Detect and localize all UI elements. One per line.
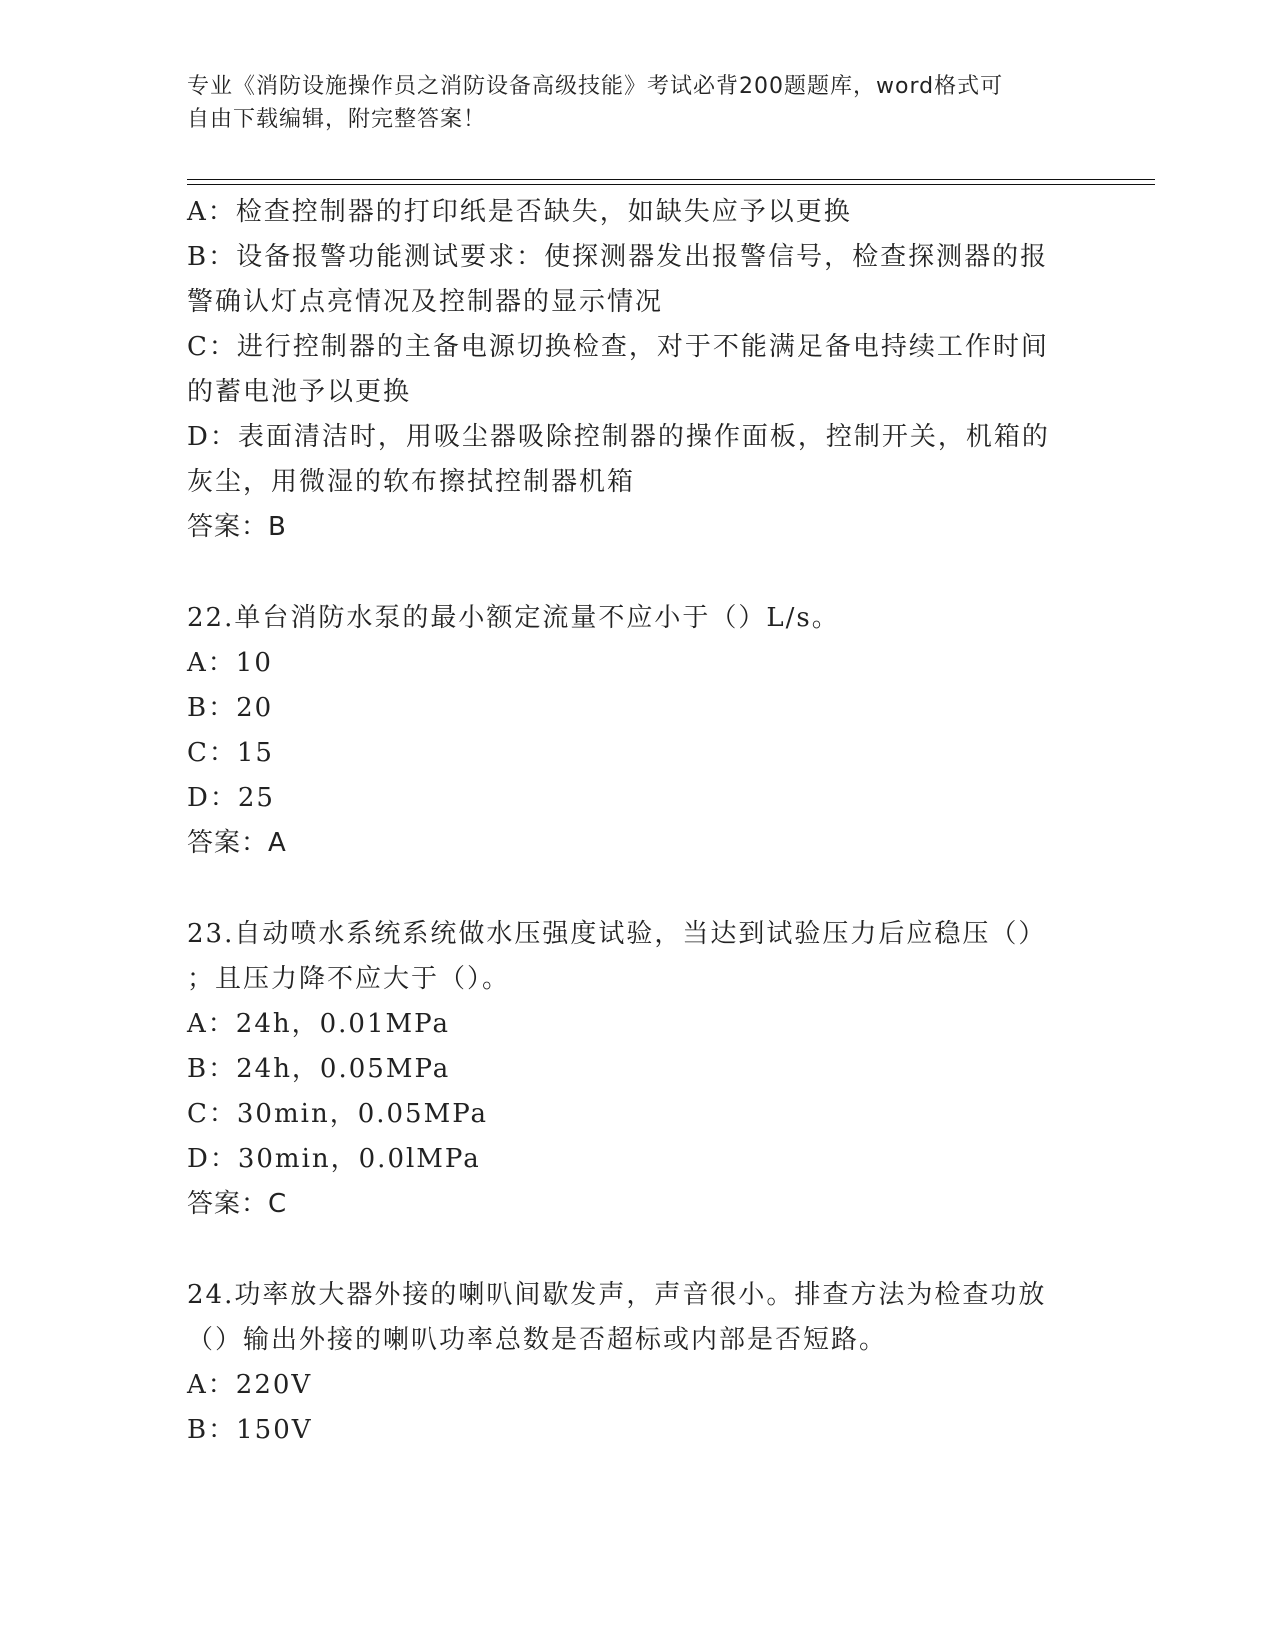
- option-a: A：24h，0.01MPa: [187, 1009, 450, 1039]
- option-b: B：24h，0.05MPa: [187, 1054, 451, 1084]
- question-22-block: [187, 596, 1067, 866]
- header-line-2: 自由下载编辑，附完整答案！: [187, 107, 487, 132]
- option-c: C：30min，0.05MPa: [187, 1099, 489, 1129]
- question-24-block: [187, 1273, 1067, 1453]
- spacer: [187, 550, 1067, 596]
- option-b-line-2: 警确认灯点亮情况及控制器的显示情况: [187, 287, 664, 317]
- question-text-line-2: ；且压力降不应大于（）。: [187, 964, 511, 994]
- answer-label: 答案：C: [187, 1189, 288, 1219]
- question-text-line-1: 24.功率放大器外接的喇叭间歇发声，声音很小。排查方法为检查功放: [187, 1280, 1047, 1310]
- option-d-line-2: 灰尘，用微湿的软布擦拭控制器机箱: [187, 467, 636, 497]
- answer-label: 答案：B: [187, 512, 287, 542]
- option-c-line-2: 的蓄电池予以更换: [187, 377, 412, 407]
- spacer: [187, 866, 1067, 912]
- option-c-line-1: C：进行控制器的主备电源切换检查，对于不能满足备电持续工作时间: [187, 332, 1049, 362]
- option-d-line-1: D：表面清洁时，用吸尘器吸除控制器的操作面板，控制开关，机箱的: [187, 422, 1050, 452]
- question-text: 22.单台消防水泵的最小额定流量不应小于（）L/s。: [187, 603, 840, 633]
- option-d: D：25: [187, 783, 275, 813]
- header-divider-bottom: [187, 184, 1155, 185]
- header-line-1: 专业《消防设施操作员之消防设备高级技能》考试必背200题题库，word格式可: [187, 74, 1004, 99]
- question-text-line-1: 23.自动喷水系统系统做水压强度试验，当达到试验压力后应稳压（）: [187, 919, 1047, 949]
- option-a: A：检查控制器的打印纸是否缺失，如缺失应予以更换: [187, 197, 852, 227]
- answer-label: 答案：A: [187, 828, 287, 858]
- option-a: A：10: [187, 648, 273, 678]
- document-header: [187, 70, 1087, 136]
- option-b: B：150V: [187, 1415, 313, 1445]
- option-b-line-1: B：设备报警功能测试要求：使探测器发出报警信号，检查探测器的报: [187, 242, 1049, 272]
- option-d: D：30min，0.0lMPa: [187, 1144, 481, 1174]
- option-c: C：15: [187, 738, 274, 768]
- document-body: [187, 190, 1067, 1453]
- question-21-block: [187, 190, 1067, 550]
- option-a: A：220V: [187, 1370, 313, 1400]
- header-divider-top: [187, 179, 1155, 180]
- question-23-block: [187, 912, 1067, 1227]
- question-text-line-2: （）输出外接的喇叭功率总数是否超标或内部是否短路。: [187, 1325, 888, 1355]
- spacer: [187, 1227, 1067, 1273]
- option-b: B：20: [187, 693, 274, 723]
